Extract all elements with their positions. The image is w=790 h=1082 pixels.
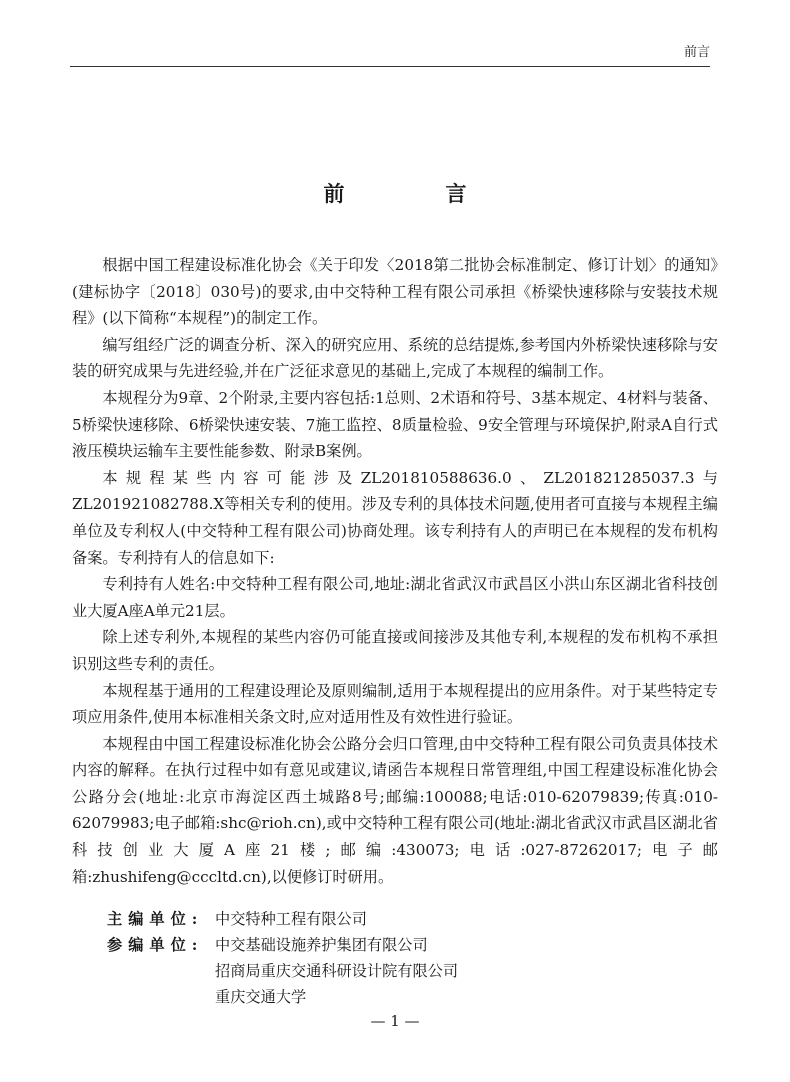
chief-unit-value: 中交特种工程有限公司	[215, 910, 367, 928]
running-title: 前言	[683, 45, 710, 60]
chief-unit-row: 主编单位: 中交特种工程有限公司	[107, 906, 707, 932]
paragraph-3: 本规程分为9章、2个附录,主要内容包括:1总则、2术语和符号、3基本规定、4材料与装备、5桥梁快速移除、6桥梁快速安装、7施工监控、8质量检验、9安全管理与环境保护,附录A自行式液压模块运输车主要性能参数、附录B案例。	[72, 388, 718, 461]
editing-units	[107, 906, 707, 1010]
participating-unit-label: 参编单位	[107, 936, 192, 954]
paragraph-7: 本规程基于通用的工程建设理论及原则编制,适用于本规程提出的应用条件。对于某些特定专项应用条件,使用本标准相关条文时,应对适用性及有效性进行验证。	[72, 681, 718, 727]
page-number: — 1 —	[370, 1012, 420, 1030]
participating-unit-row	[107, 958, 707, 984]
page-title: 前 言	[323, 181, 507, 206]
paragraph-5: 专利持有人姓名:中交特种工程有限公司,地址:湖北省武汉市武昌区小洪山东区湖北省科技创业大厦A座A单元21层。	[72, 575, 718, 620]
paragraph-2: 编写组经广泛的调查分析、深入的研究应用、系统的总结提炼,参考国内外桥梁快速移除与安装的研究成果与先进经验,并在广泛征求意见的基础上,完成了本规程的编制工作。	[72, 335, 718, 381]
participating-unit-row	[107, 984, 707, 1010]
running-header	[70, 40, 710, 67]
preface-body	[72, 252, 718, 890]
paragraph-8: 本规程由中国工程建设标准化协会公路分会归口管理,由中交特种工程有限公司负责具体技术内容的解释。在执行过程中如有意见或建议,请函告本规程日常管理组,中国工程建设标准化协会公路分会(地址:北京市海淀区西土城路8号;邮编:100088;电话:010-62079839;传真:010-62079983;电子邮箱:shc@rioh.cn),或中交特种工程有限公司(地址:湖北省武汉市武昌区湖北省科技创业大厦A座21楼;邮编:430073;电话:027-87262017;电子邮箱:zhushifeng@cccltd.cn),以便修订时研用。	[72, 734, 718, 886]
paragraph-6: 除上述专利外,本规程的某些内容仍可能直接或间接涉及其他专利,本规程的发布机构不承担识别这些专利的责任。	[72, 628, 718, 673]
participating-unit-value: 中交基础设施养护集团有限公司	[215, 936, 428, 954]
participating-unit-value: 重庆交通大学	[215, 988, 307, 1006]
paragraph-1: 根据中国工程建设标准化协会《关于印发〈2018第二批协会标准制定、修订计划〉的通知》(建标协字〔2018〕030号)的要求,由中交特种工程有限公司承担《桥梁快速移除与安装技术规程》(以下简称“本规程”)的制定工作。	[72, 256, 718, 328]
chief-unit-label: 主编单位	[107, 910, 192, 928]
participating-unit-value: 招商局重庆交通科研设计院有限公司	[215, 962, 458, 980]
participating-unit-row: 参编单位: 中交基础设施养护集团有限公司	[107, 932, 707, 958]
paragraph-4: 本规程某些内容可能涉及ZL201810588636.0、ZL201821285037.3与ZL201921082788.X等相关专利的使用。涉及专利的具体技术问题,使用者可直接与本规程主编单位及专利权人(中交特种工程有限公司)协商处理。该专利持有人的声明已在本规程的发布机构备案。专利持有人的信息如下:	[72, 468, 718, 567]
